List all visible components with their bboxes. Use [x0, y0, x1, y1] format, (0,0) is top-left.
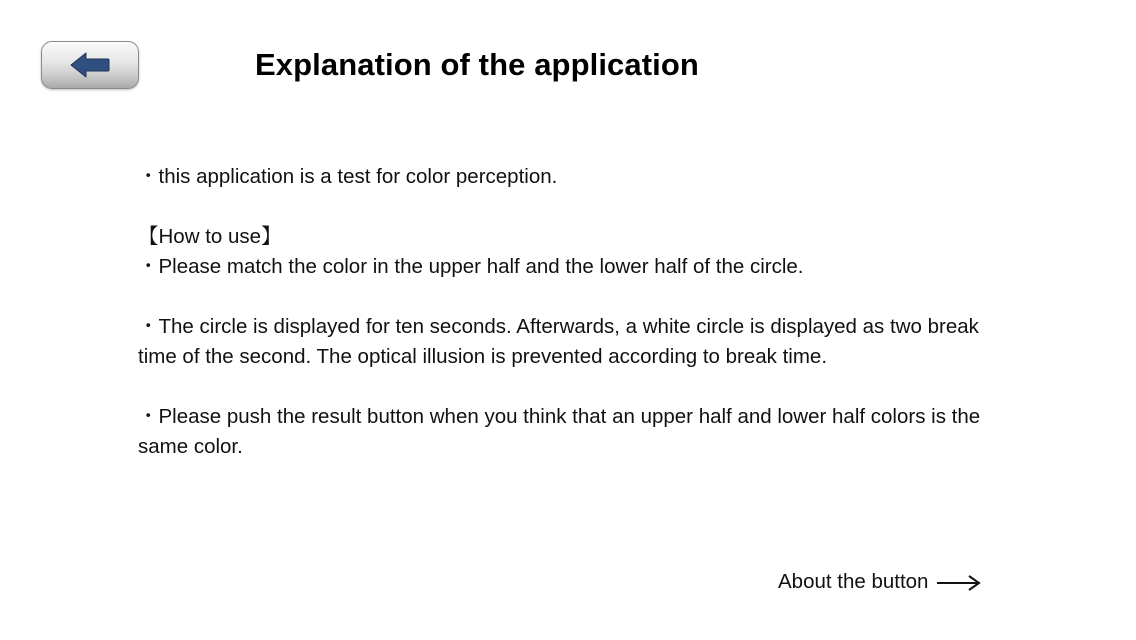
instruction-match-color: ・Please match the color in the upper half and the lower half of the circle.	[138, 255, 804, 278]
about-button-link[interactable]	[778, 565, 982, 598]
spacer	[138, 282, 1018, 312]
intro-text: ・this application is a test for color perception.	[138, 165, 558, 188]
spacer	[138, 192, 1018, 222]
about-link-label: About the button	[778, 569, 929, 593]
explanation-content	[138, 162, 1018, 462]
instruction-display-time: ・The circle is displayed for ten seconds. Afterwards, a white circle is displayed as two break time of the second. The optical illusion is prevented according to break time.	[138, 315, 979, 368]
page-title: Explanation of the application	[255, 47, 699, 82]
spacer	[138, 372, 1018, 402]
arrow-left-icon	[69, 50, 111, 80]
how-to-use-heading: 【How to use】	[138, 225, 282, 248]
arrow-right-icon	[936, 574, 982, 598]
back-button[interactable]	[41, 41, 139, 89]
instruction-result-button: ・Please push the result button when you think that an upper half and lower half colors is the same color.	[138, 405, 981, 458]
